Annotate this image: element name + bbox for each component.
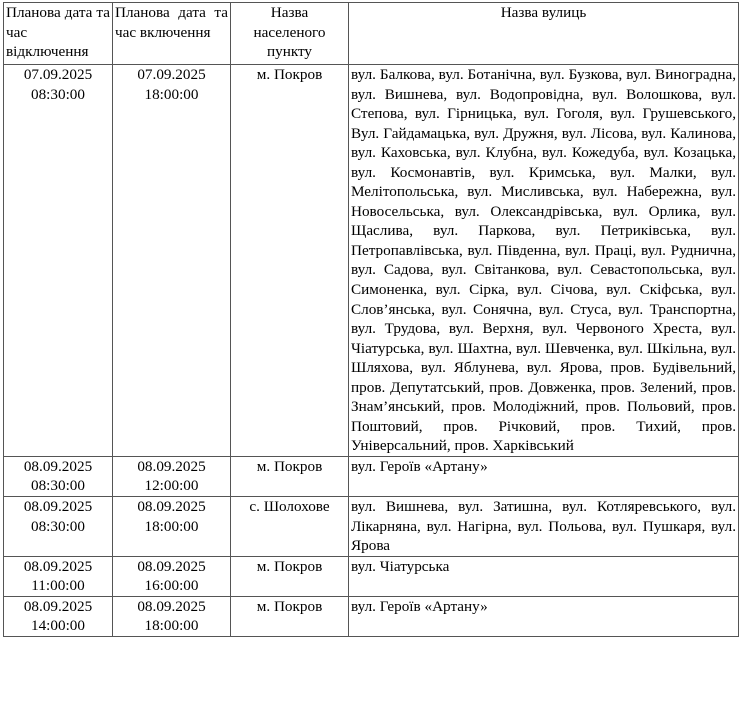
streets-cell: вул. Героїв «Артану»	[349, 596, 739, 636]
place-cell: м. Покров	[231, 556, 349, 596]
table-row	[4, 596, 739, 636]
table-row	[4, 65, 739, 457]
on-datetime-cell	[113, 456, 231, 496]
table-row	[4, 456, 739, 496]
streets-cell: вул. Героїв «Артану»	[349, 456, 739, 496]
off-datetime-cell	[4, 65, 113, 457]
streets-cell: вул. Чіатурська	[349, 556, 739, 596]
off-date: 08.09.2025	[23, 597, 93, 615]
table-row	[4, 497, 739, 557]
off-time: 08:30:00	[30, 85, 85, 103]
off-datetime-cell	[4, 456, 113, 496]
place-cell: м. Покров	[231, 456, 349, 496]
header-row	[4, 3, 739, 65]
outage-schedule-table	[3, 2, 739, 637]
off-date: 08.09.2025	[23, 457, 93, 475]
on-date: 08.09.2025	[137, 498, 206, 516]
on-time: 12:00:00	[144, 477, 199, 495]
header-off-datetime: Планова дата та час відключення	[4, 3, 113, 65]
on-date: 08.09.2025	[137, 597, 206, 615]
off-time: 14:00:00	[30, 617, 85, 635]
on-datetime-cell	[113, 596, 231, 636]
off-time: 08:30:00	[30, 477, 85, 495]
off-date: 08.09.2025	[23, 498, 93, 516]
on-time: 16:00:00	[144, 577, 199, 595]
on-datetime-cell	[113, 497, 231, 557]
on-date: 07.09.2025	[137, 66, 206, 83]
on-time: 18:00:00	[144, 617, 199, 635]
streets-cell: вул. Балкова, вул. Ботанічна, вул. Бузкова, вул. Виноградна, вул. Вишнева, вул. Водопровідна, вул. Волошкова, вул. Степова, вул. Гірницька, вул. Гоголя, вул. Грушевського, Вул. Гайдамацька, вул. Дружня, вул. Лісова, вул. Калинова, вул. Каховська, вул. Клубна, вул. Кожедуба, вул. Козацька, вул. Космонавтів, вул. Кримська, вул. Малки, вул. Мелітопольська, вул. Мисливська, вул. Набережна, вул. Новосельська, вул. Олександрівська, вул. Орлика, вул. Щаслива, вул. Паркова, вул. Петриківська, вул. Петропавлівська, вул. Південна, вул. Праці, вул. Руднична, вул. Садова, вул. Світанкова, вул. Севастопольська, вул. Симоненка, вул. Сірка, вул. Січова, вул. Скіфська, вул. Слов’янська, вул. Сонячна, вул. Стуса, вул. Транспортна, вул. Трудова, вул. Верхня, вул. Червоного Хреста, вул. Чіатурська, вул. Шахтна, вул. Шевченка, вул. Шкільна, вул. Шляхова, вул. Яблунева, вул. Ярова, пров. Будівельний, пров. Депутатський, пров. Довженка, пров. Зелений, пров. Знам’янський, пров. Молодіжний, пров. Польовий, пров. Поштовий, пров. Річковий, пров. Тихий, пров. Універсальний, пров. Харківський	[349, 65, 739, 457]
on-datetime-cell	[113, 556, 231, 596]
on-date: 08.09.2025	[137, 557, 206, 575]
table-row	[4, 556, 739, 596]
place-cell: м. Покров	[231, 596, 349, 636]
header-streets: Назва вулиць	[349, 3, 739, 65]
off-datetime-cell	[4, 497, 113, 557]
off-date: 07.09.2025	[23, 66, 93, 83]
streets-cell: вул. Вишнева, вул. Затишна, вул. Котляревського, вул. Лікарняна, вул. Нагірна, вул. Польова, вул. Пушкаря, вул. Ярова	[349, 497, 739, 557]
on-time: 18:00:00	[144, 517, 199, 535]
off-time: 08:30:00	[30, 517, 85, 535]
place-cell: с. Шолохове	[231, 497, 349, 557]
header-on-datetime: Планова дата та час включення	[113, 3, 231, 65]
off-time: 11:00:00	[31, 577, 85, 595]
header-place: Назва населеного пункту	[231, 3, 349, 65]
on-time: 18:00:00	[144, 85, 199, 103]
on-date: 08.09.2025	[137, 457, 206, 475]
off-datetime-cell	[4, 596, 113, 636]
on-datetime-cell	[113, 65, 231, 457]
place-cell: м. Покров	[231, 65, 349, 457]
off-date: 08.09.2025	[23, 557, 93, 575]
off-datetime-cell	[4, 556, 113, 596]
